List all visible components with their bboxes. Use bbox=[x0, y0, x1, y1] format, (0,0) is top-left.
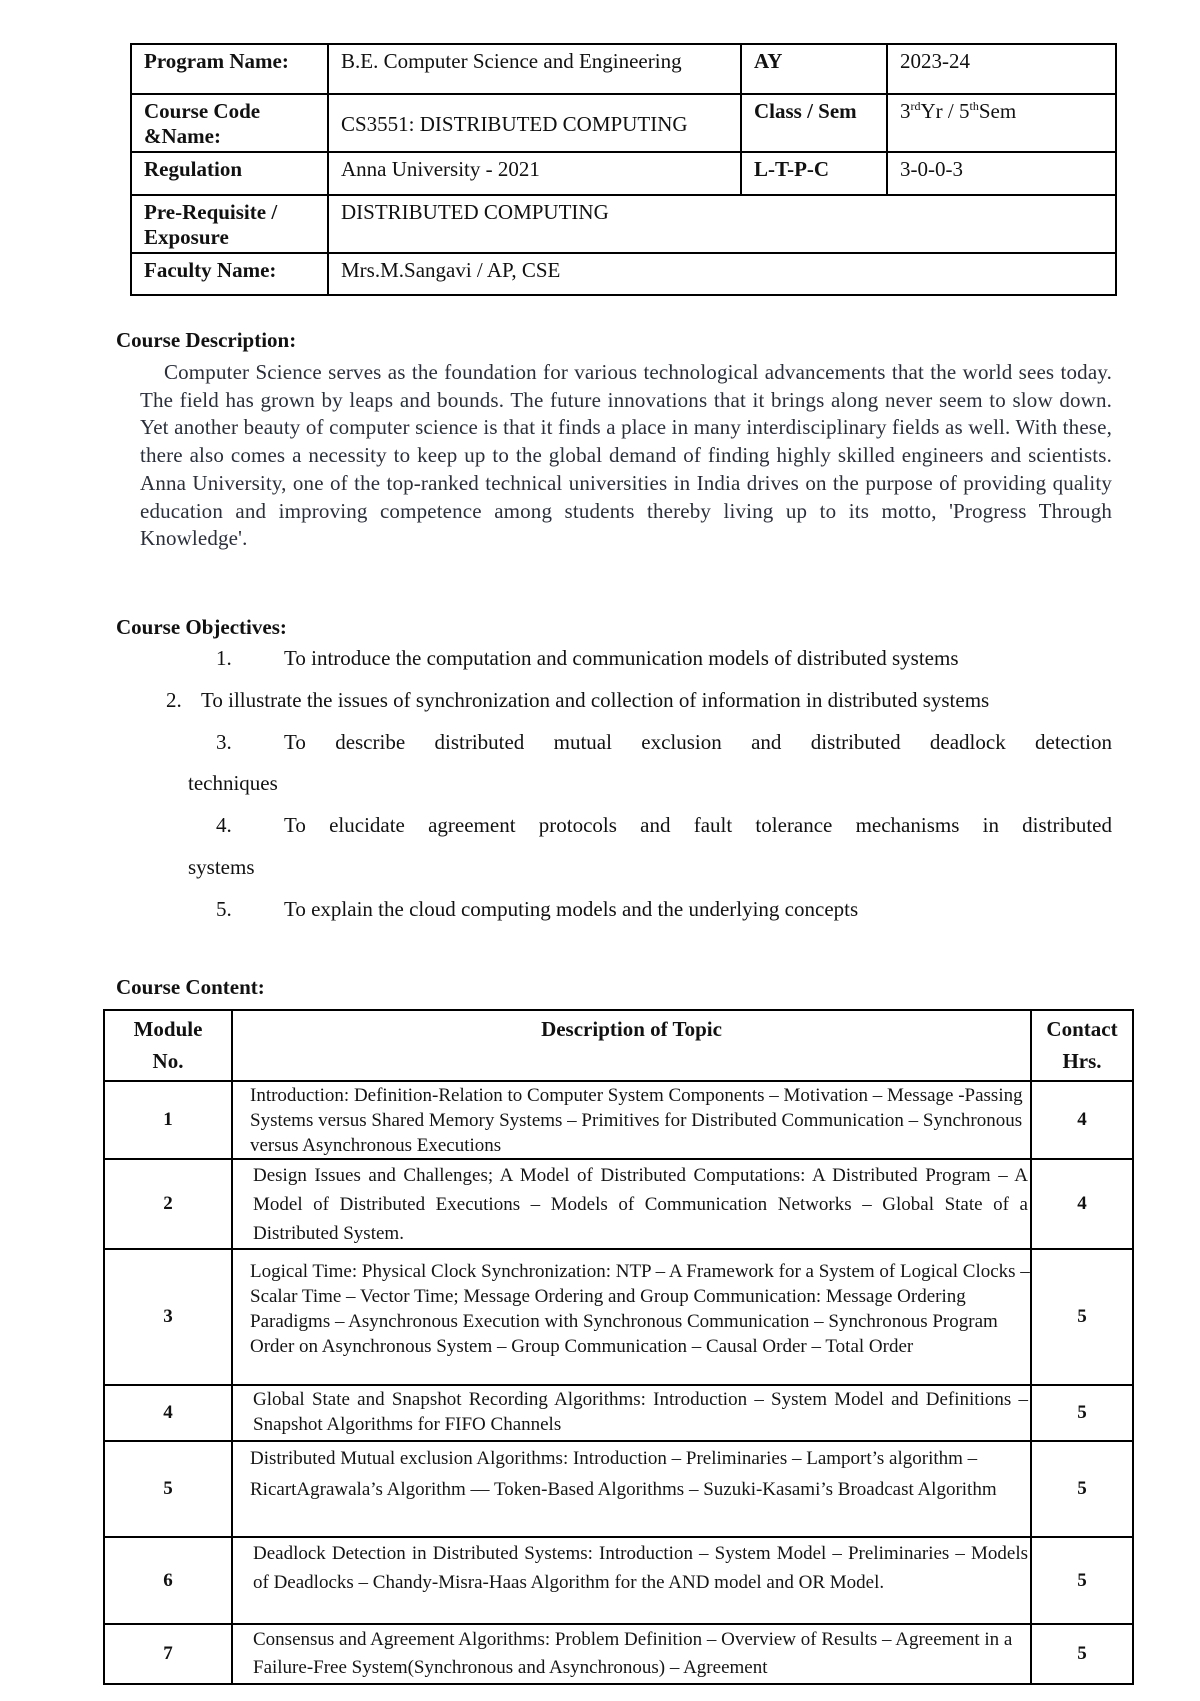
prereq-label-line2: Exposure bbox=[144, 225, 229, 249]
objective-text: To elucidate agreement protocols and fault tolerance mechanisms in distributed bbox=[284, 813, 1112, 837]
contact-hours: 5 bbox=[1031, 1624, 1133, 1684]
content-heading: Course Content: bbox=[116, 975, 265, 999]
faculty-value: Mrs.M.Sangavi / AP, CSE bbox=[328, 253, 1116, 295]
prereq-label-line1: Pre-Requisite / bbox=[144, 200, 278, 224]
objective-text: To explain the cloud computing models and the underlying concepts bbox=[284, 897, 859, 921]
module-header-line2: No. bbox=[152, 1049, 184, 1073]
table-row bbox=[104, 1441, 1133, 1537]
description-body: Computer Science serves as the foundation for various technological advancements that the world sees today. The field has grown by leaps and bounds. The future innovations that it brings along never seem to slow down. Yet another beauty of computer science is that it finds a place in many interdisciplinary fields as well. With these, there also comes a necessity to keep up to the global demand of finding highly skilled engineers and scientists. Anna University, one of the top-ranked technical universities in India drives on the purpose of providing quality education and improving competence among students thereby living up to its motto, 'Progress Through Knowledge'. bbox=[140, 360, 1112, 551]
info-row-regulation bbox=[131, 152, 1116, 195]
course-content-table bbox=[103, 1009, 1134, 1685]
class-year-suffix: rd bbox=[910, 99, 921, 113]
contact-hours: 4 bbox=[1031, 1081, 1133, 1159]
objective-number: 5. bbox=[216, 897, 232, 921]
course-value: CS3551: DISTRIBUTED COMPUTING bbox=[328, 94, 741, 152]
contact-hours: 5 bbox=[1031, 1537, 1133, 1624]
info-row-faculty bbox=[131, 253, 1116, 295]
objective-number: 1. bbox=[216, 646, 232, 670]
module-header bbox=[104, 1010, 232, 1081]
hours-header bbox=[1031, 1010, 1133, 1081]
topic-description: Distributed Mutual exclusion Algorithms: Introduction – Preliminaries – Lamport’s algorithm – RicartAgrawala’s Algorithm –– Token-Based Algorithms – Suzuki-Kasami’s Broadcast Algorithm bbox=[232, 1441, 1031, 1537]
module-header-line1: Module bbox=[133, 1017, 203, 1041]
objective-3 bbox=[216, 730, 1112, 754]
program-label: Program Name: bbox=[131, 44, 328, 94]
module-number: 3 bbox=[104, 1249, 232, 1385]
info-row-program bbox=[131, 44, 1116, 94]
course-label-line2: &Name: bbox=[144, 124, 221, 148]
objective-4-continued: systems bbox=[188, 855, 255, 879]
hours-header-line2: Hrs. bbox=[1062, 1049, 1102, 1073]
objective-4 bbox=[216, 813, 1112, 837]
description-text bbox=[140, 359, 1112, 553]
info-row-course bbox=[131, 94, 1116, 152]
class-sem-suffix: th bbox=[969, 99, 979, 113]
objective-text: To describe distributed mutual exclusion and distributed deadlock detection bbox=[284, 730, 1112, 754]
ltpc-value: 3-0-0-3 bbox=[887, 152, 1116, 195]
module-number: 5 bbox=[104, 1441, 232, 1537]
topic-header: Description of Topic bbox=[232, 1010, 1031, 1081]
table-row bbox=[104, 1081, 1133, 1159]
topic-description: Global State and Snapshot Recording Algorithms: Introduction – System Model and Definitions – Snapshot Algorithms for FIFO Channels bbox=[232, 1385, 1031, 1441]
objective-number: 2. bbox=[166, 688, 182, 712]
prereq-value: DISTRIBUTED COMPUTING bbox=[328, 195, 1116, 253]
objective-number: 4. bbox=[216, 813, 232, 837]
table-row bbox=[104, 1385, 1133, 1441]
objective-text: To introduce the computation and communication models of distributed systems bbox=[284, 646, 959, 670]
module-number: 1 bbox=[104, 1081, 232, 1159]
topic-description: Deadlock Detection in Distributed Systems: Introduction – System Model – Preliminaries – Models of Deadlocks – Chandy-Misra-Haas Algorithm for the AND model and OR Model. bbox=[232, 1537, 1031, 1624]
course-label bbox=[131, 94, 328, 152]
ay-value: 2023-24 bbox=[887, 44, 1116, 94]
class-year: 3 bbox=[900, 99, 911, 123]
table-row bbox=[104, 1624, 1133, 1684]
contact-hours: 4 bbox=[1031, 1159, 1133, 1249]
course-info-table bbox=[130, 43, 1117, 296]
regulation-label: Regulation bbox=[131, 152, 328, 195]
description-heading: Course Description: bbox=[116, 328, 297, 352]
contact-hours: 5 bbox=[1031, 1441, 1133, 1537]
faculty-label: Faculty Name: bbox=[131, 253, 328, 295]
info-row-prereq bbox=[131, 195, 1116, 253]
program-value: B.E. Computer Science and Engineering bbox=[328, 44, 741, 94]
contact-hours: 5 bbox=[1031, 1249, 1133, 1385]
objective-3-continued: techniques bbox=[188, 771, 278, 795]
module-number: 4 bbox=[104, 1385, 232, 1441]
prereq-label bbox=[131, 195, 328, 253]
objective-1 bbox=[216, 646, 959, 670]
class-value bbox=[887, 94, 1116, 152]
topic-description: Design Issues and Challenges; A Model of Distributed Computations: A Distributed Program – A Model of Distributed Executions – Models of Communication Networks – Global State of a Distributed System. bbox=[232, 1159, 1031, 1249]
module-number: 2 bbox=[104, 1159, 232, 1249]
course-label-line1: Course Code bbox=[144, 99, 261, 123]
regulation-value: Anna University - 2021 bbox=[328, 152, 741, 195]
table-row bbox=[104, 1537, 1133, 1624]
objective-2 bbox=[166, 688, 989, 712]
module-number: 6 bbox=[104, 1537, 232, 1624]
ay-label: AY bbox=[741, 44, 887, 94]
contact-hours: 5 bbox=[1031, 1385, 1133, 1441]
class-end: Sem bbox=[978, 99, 1017, 123]
topic-description: Logical Time: Physical Clock Synchronization: NTP – A Framework for a System of Logical Clocks – Scalar Time – Vector Time; Message Ordering and Group Communication: Message Ordering Paradigms – Asynchronous Execution with Synchronous Communication – Synchronous Program Order on Asynchronous System – Group Communication – Causal Order – Total Order bbox=[232, 1249, 1031, 1385]
table-row bbox=[104, 1159, 1133, 1249]
topic-description: Consensus and Agreement Algorithms: Problem Definition – Overview of Results – Agreement in a Failure-Free System(Synchronous and Asynchronous) – Agreement bbox=[232, 1624, 1031, 1684]
objective-5 bbox=[216, 897, 859, 921]
objectives-heading: Course Objectives: bbox=[116, 615, 287, 639]
module-number: 7 bbox=[104, 1624, 232, 1684]
ltpc-label: L-T-P-C bbox=[741, 152, 887, 195]
table-row bbox=[104, 1249, 1133, 1385]
class-mid: Yr / 5 bbox=[920, 99, 970, 123]
content-header-row bbox=[104, 1010, 1133, 1081]
class-label: Class / Sem bbox=[741, 94, 887, 152]
objective-text: To illustrate the issues of synchronization and collection of information in distributed systems bbox=[201, 688, 990, 712]
objective-number: 3. bbox=[216, 730, 232, 754]
topic-description: Introduction: Definition-Relation to Computer System Components – Motivation – Message -Passing Systems versus Shared Memory Systems – Primitives for Distributed Communication – Synchronous versus Asynchronous Executions bbox=[232, 1081, 1031, 1159]
hours-header-line1: Contact bbox=[1046, 1017, 1118, 1041]
